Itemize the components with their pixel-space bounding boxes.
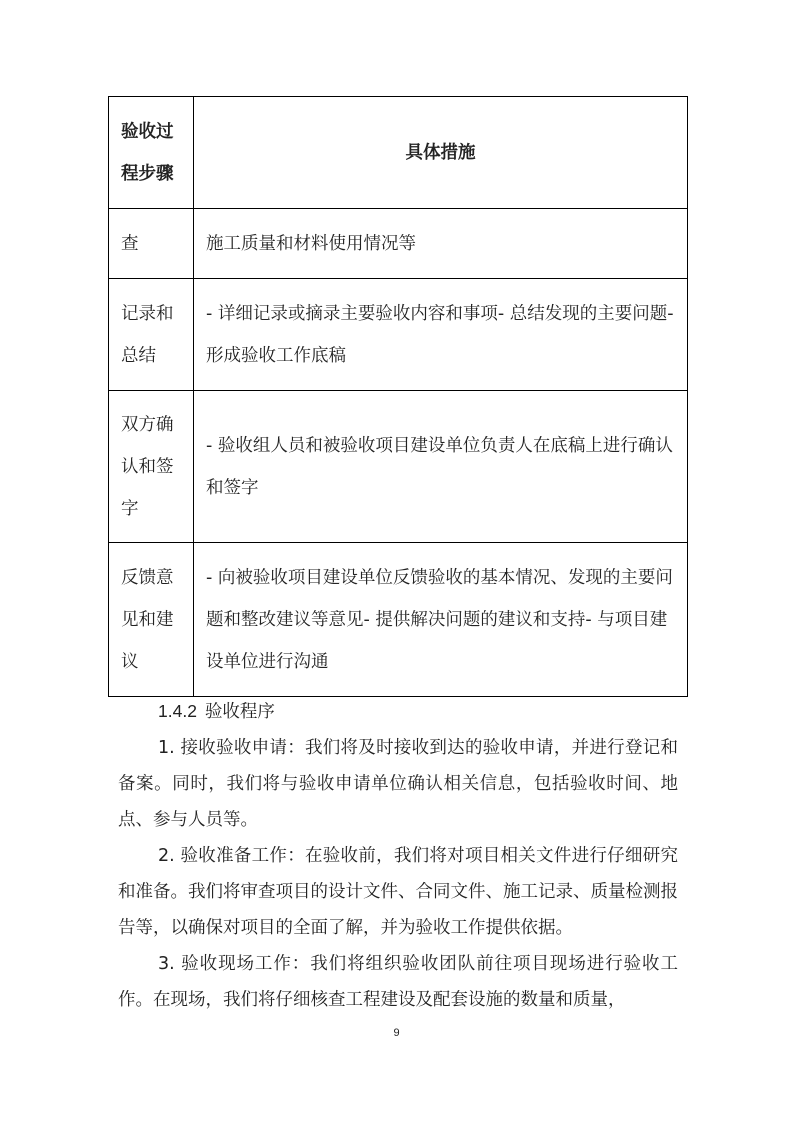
page-number: 9: [393, 1027, 400, 1039]
header-measure: 具体措施: [194, 97, 688, 209]
row-step: 查: [109, 209, 194, 279]
row-step: 记录和总结: [109, 279, 194, 391]
table-row: [109, 391, 688, 543]
header-step: 验收过程步骤: [109, 97, 194, 209]
paragraph: [118, 730, 678, 838]
paragraph-text: 1. 接收验收申请：我们将及时接收到达的验收申请，并进行登记和备案。同时，我们将与验收申请单位确认相关信息，包括验收时间、地点、参与人员等。: [118, 738, 678, 830]
row-measure: - 向被验收项目建设单位反馈验收的基本情况、发现的主要问题和整改建议等意见- 提供解决问题的建议和支持- 与项目建设单位进行沟通: [194, 543, 688, 697]
section-title: 验收程序: [204, 702, 275, 722]
row-measure: - 验收组人员和被验收项目建设单位负责人在底稿上进行确认和签字: [194, 391, 688, 543]
paragraph: [118, 946, 678, 1018]
paragraph-text: 3. 验收现场工作：我们将组织验收团队前往项目现场进行验收工作。在现场，我们将仔细核查工程建设及配套设施的数量和质量，: [118, 954, 678, 1010]
table-row: [109, 543, 688, 697]
section-number: 1.4.2: [158, 701, 197, 721]
table-header-row: [109, 97, 688, 209]
acceptance-steps-table: [108, 96, 688, 697]
paragraph-text: 2. 验收准备工作：在验收前，我们将对项目相关文件进行仔细研究和准备。我们将审查项目的设计文件、合同文件、施工记录、质量检测报告等，以确保对项目的全面了解，并为验收工作提供依据。: [118, 846, 678, 938]
section-heading: [158, 698, 275, 725]
row-measure: 施工质量和材料使用情况等: [194, 209, 688, 279]
row-step: 反馈意见和建议: [109, 543, 194, 697]
row-measure: - 详细记录或摘录主要验收内容和事项- 总结发现的主要问题- 形成验收工作底稿: [194, 279, 688, 391]
table-row: [109, 279, 688, 391]
row-step: 双方确认和签字: [109, 391, 194, 543]
paragraph: [118, 838, 678, 946]
table-row: [109, 209, 688, 279]
